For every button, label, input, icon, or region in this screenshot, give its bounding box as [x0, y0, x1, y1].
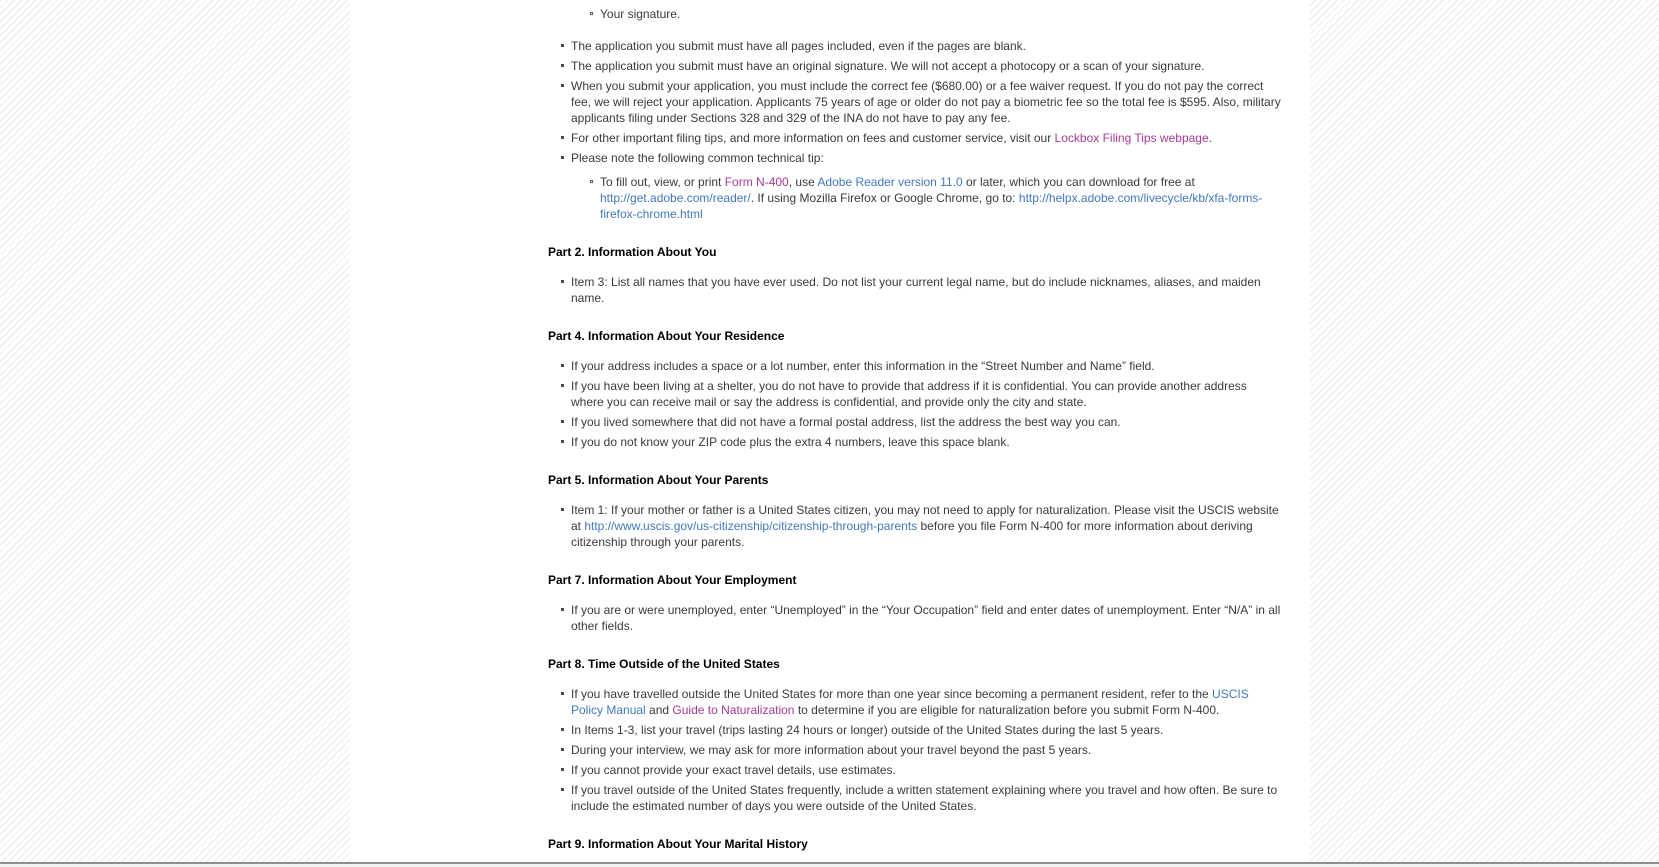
bottom-edge-bar — [0, 862, 1659, 867]
list-item — [548, 602, 1282, 634]
list-item — [548, 722, 1282, 738]
square-dot-bullet-icon — [561, 440, 564, 443]
square-dot-bullet-icon — [561, 692, 564, 695]
square-dot-bullet-icon — [561, 84, 564, 87]
list-item-text: Item 1: If your mother or father is a United States citizen, you may not need to apply for naturalization. Please visit the USCIS website at http://www.uscis.gov/us-citizenship/citizenship-through-parents before you file Form N-400 for more information about deriving citizenship through your parents. — [571, 503, 1279, 549]
list-item — [548, 358, 1282, 374]
hollow-square-bullet-icon — [590, 180, 593, 183]
square-dot-bullet-icon — [561, 508, 564, 511]
text-link[interactable]: http://www.uscis.gov/us-citizenship/citizenship-through-parents — [584, 519, 918, 533]
document-body — [350, 0, 1310, 852]
square-dot-bullet-icon — [561, 64, 564, 67]
list-item-text: If you lived somewhere that did not have a formal postal address, list the address the best way you can. — [571, 415, 1121, 429]
list-item — [548, 502, 1282, 550]
list-item — [548, 38, 1282, 54]
content-column — [350, 0, 1310, 862]
square-dot-bullet-icon — [561, 384, 564, 387]
list-item-text: Item 3: List all names that you have ever used. Do not list your current legal name, but do include nicknames, aliases, and maiden name. — [571, 275, 1261, 305]
list-item-text: If your address includes a space or a lot number, enter this information in the “Street Number and Name” field. — [571, 359, 1155, 373]
square-dot-bullet-icon — [561, 420, 564, 423]
list-item — [548, 742, 1282, 758]
square-dot-bullet-icon — [561, 44, 564, 47]
list-item — [548, 434, 1282, 450]
section-heading: Part 9. Information About Your Marital History — [548, 837, 808, 851]
text-link[interactable]: Adobe Reader version 11.0 — [817, 175, 963, 189]
section-heading: Part 5. Information About Your Parents — [548, 473, 769, 487]
list-item — [548, 130, 1282, 146]
list-item-text: To fill out, view, or print Form N-400, use Adobe Reader version 11.0 or later, which you can download for free at http://get.adobe.com/reader/. If using Mozilla Firefox or Google Chrome, go to: http://helpx.adobe.com/livecycle/kb/xfa-forms-firefox-chrome.html — [600, 175, 1263, 221]
list-item — [548, 274, 1282, 306]
list-item-text: When you submit your application, you must include the correct fee ($680.00) or a fee waiver request. If you do not pay the correct fee, we will reject your application. Applicants 75 years of age or older do not pay a biometric fee so the total fee is $595. Also, military applicants filing under Sections 328 and 329 of the INA do not have to pay any fee. — [571, 79, 1281, 125]
square-dot-bullet-icon — [561, 788, 564, 791]
list-item — [548, 378, 1282, 410]
list-item — [548, 782, 1282, 814]
list-item — [548, 686, 1282, 718]
square-dot-bullet-icon — [561, 280, 564, 283]
section-heading: Part 7. Information About Your Employment — [548, 573, 797, 587]
list-item-text: Your signature. — [600, 7, 681, 21]
square-dot-bullet-icon — [561, 748, 564, 751]
text-link[interactable]: http://helpx.adobe.com/livecycle/kb/xfa-forms-firefox-chrome.html — [600, 191, 1263, 221]
list-item-text: During your interview, we may ask for more information about your travel beyond the past 5 years. — [571, 743, 1092, 757]
square-dot-bullet-icon — [561, 156, 564, 159]
list-item — [548, 762, 1282, 778]
section-heading: Part 4. Information About Your Residence — [548, 329, 785, 343]
list-item-text: If you have travelled outside the United States for more than one year since becoming a permanent resident, refer to the USCIS Policy Manual and Guide to Naturalization to determine if you are eligible for naturalization before you submit Form N-400. — [571, 687, 1249, 717]
square-dot-bullet-icon — [561, 728, 564, 731]
list-item-text: If you do not know your ZIP code plus the extra 4 numbers, leave this space blank. — [571, 435, 1010, 449]
section-heading: Part 2. Information About You — [548, 245, 717, 259]
list-item-text: If you are or were unemployed, enter “Unemployed” in the “Your Occupation” field and enter dates of unemployment. Enter “N/A” in all other fields. — [571, 603, 1281, 633]
text-link[interactable]: Guide to Naturalization — [672, 703, 795, 717]
list-item-text: The application you submit must have all pages included, even if the pages are blank. — [571, 39, 1026, 53]
text-link[interactable]: http://get.adobe.com/reader/ — [600, 191, 751, 205]
square-dot-bullet-icon — [561, 364, 564, 367]
hollow-square-bullet-icon — [590, 12, 593, 15]
sub-list-item — [548, 6, 1282, 22]
list-item-text: If you cannot provide your exact travel details, use estimates. — [571, 763, 896, 777]
list-item — [548, 150, 1282, 166]
text-link[interactable]: USCIS Policy Manual — [571, 687, 1249, 717]
text-link[interactable]: Form N-400 — [724, 175, 789, 189]
list-item-text: If you have been living at a shelter, you do not have to provide that address if it is confidential. You can provide another address where you can receive mail or say the address is confidential, and provide only the city and state. — [571, 379, 1247, 409]
list-item-text: For other important filing tips, and more information on fees and customer service, visit our Lockbox Filing Tips webpage. — [571, 131, 1212, 145]
square-dot-bullet-icon — [561, 768, 564, 771]
list-item — [548, 414, 1282, 430]
sub-list-item — [548, 174, 1282, 222]
list-item-text: In Items 1-3, list your travel (trips lasting 24 hours or longer) outside of the United States during the last 5 years. — [571, 723, 1164, 737]
square-dot-bullet-icon — [561, 608, 564, 611]
list-item-text: The application you submit must have an original signature. We will not accept a photocopy or a scan of your signature. — [571, 59, 1205, 73]
text-link[interactable]: Lockbox Filing Tips webpage — [1054, 131, 1209, 145]
list-item — [548, 58, 1282, 74]
section-heading: Part 8. Time Outside of the United States — [548, 657, 780, 671]
list-item-text: If you travel outside of the United States frequently, include a written statement explaining where you travel and how often. Be sure to include the estimated number of days you were outside of the United States. — [571, 783, 1278, 813]
square-dot-bullet-icon — [561, 136, 564, 139]
list-item — [548, 78, 1282, 126]
list-item-text: Please note the following common technical tip: — [571, 151, 824, 165]
